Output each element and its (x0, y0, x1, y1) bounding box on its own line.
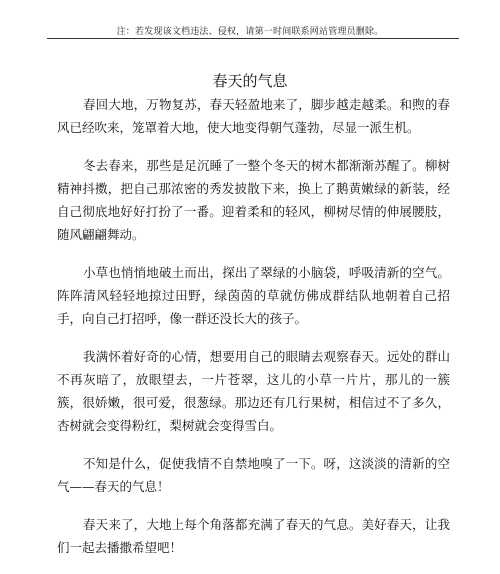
paragraph: 我满怀着好奇的心情，想要用自己的眼睛去观察春天。远处的群山不再灰暗了，放眼望去，一片苍翠，这儿的小草一片片，那儿的一簇簇，很娇嫩，很可爱，很葱绿。那边还有几行果树，相信过不了多久，杏树就会变得粉红，梨树就会变得雪白。 (57, 349, 450, 433)
document-title: 春天的气息 (212, 72, 288, 90)
paragraph: 冬去春来，那些是足沉睡了一整个冬天的树木都渐渐苏醒了。柳树精神抖擞，把自己那浓密的秀发披散下来，换上了鹅黄嫩绿的新装，经自己彻底地好好打扮了一番。迎着柔和的轻风，柳树尽情的伸展腰肢，随风翩翩舞动。 (57, 158, 450, 242)
paragraph: 春回大地，万物复苏，春天轻盈地来了，脚步越走越柔。和煦的春风已经吹来，笼罩着大地，使大地变得朝气蓬勃，尽显一派生机。 (57, 97, 450, 135)
document-body (57, 93, 450, 574)
paragraph: 不知是什么，促使我情不自禁地嗅了一下。呀，这淡淡的清新的空气——春天的气息！ (57, 456, 450, 494)
paragraph: 春天来了，大地上每个角落都充满了春天的气息。美好春天，让我们一起去播撒希望吧！ (57, 517, 450, 555)
header-notice: 注：若发现该文档违法、侵权，请第一时间联系网站管理员删除。 (116, 27, 384, 37)
header-divider (47, 38, 459, 39)
paragraph: 小草也悄悄地破土而出，探出了翠绿的小脑袋，呼吸清新的空气。阵阵清风轻轻地掠过田野，绿茵茵的草就仿佛成群结队地朝着自己招手，向自己打招呼，像一群还没长大的孩子。 (57, 265, 450, 326)
